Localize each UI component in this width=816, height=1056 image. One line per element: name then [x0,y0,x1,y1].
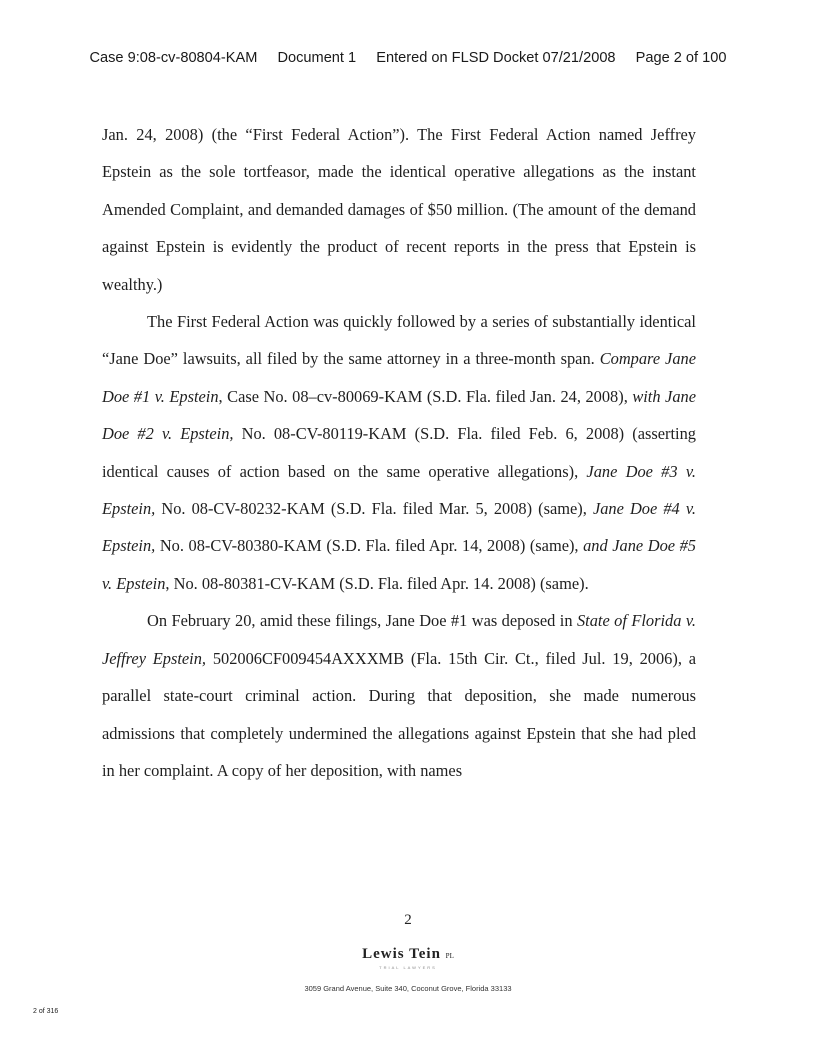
paragraph-3 [102,602,696,789]
text-run: The First Federal Action was quickly followed by a series of substantially identical “Jane Doe” lawsuits, all filed by the same attorney in a three-month span. [102,312,696,369]
case-number: Case 9:08-cv-80804-KAM [89,50,258,66]
page-of-total: Page 2 of 100 [635,50,727,66]
case-citation: and Jane Doe #5 v. Epstein [102,536,696,593]
text-run: No. 08-CV-80119-KAM (S.D. Fla. filed Feb. 6, 2008) (asserting identical causes of action based on the same operative allegations), [102,424,696,481]
text-run: No. 08-CV-80380-KAM (S.D. Fla. filed Apr. 14, 2008) (same), [155,536,584,556]
case-citation: Jane Doe #3 v. Epstein, [102,461,696,519]
filing-stamp: 2 of 316 [33,1008,59,1015]
case-citation: State of Florida v. Jeffrey Epstein, [102,611,696,668]
firm-tagline: TRIAL LAWYERS [379,965,437,970]
firm-name: Lewis Tein [362,946,441,962]
text-run: No. 08-CV-80232-KAM (S.D. Fla. filed Mar. 5, 2008) (same), [155,499,593,519]
paragraph-2 [102,303,696,602]
text-run: On February 20, amid these filings, Jane Doe #1 was deposed in [147,611,577,631]
text-run: , Case No. 08–cv-80069-KAM (S.D. Fla. filed Jan. 24, 2008), [218,386,633,406]
text-run: , No. 08-80381-CV-KAM (S.D. Fla. filed Apr. 14. 2008) (same). [165,573,589,593]
paragraph-1 [102,116,696,303]
text-run: 502006CF009454AXXXMB (Fla. 15th Cir. Ct., filed Jul. 19, 2006), a parallel state-court criminal action. During that deposition, she made numerous admissions that completely undermined the allegations against Epstein that she had pled in her complaint. A copy of her deposition, with names [102,648,696,780]
docket-entry-date: Entered on FLSD Docket 07/21/2008 [376,50,616,66]
document-body [102,116,696,789]
firm-logo [0,946,816,963]
case-citation: Compare Jane Doe #1 v. Epstein [102,349,696,406]
text-run: Jan. 24, 2008) (the “First Federal Action”). The First Federal Action named Jeffrey Epstein as the sole tortfeasor, made the identical operative allegations as the instant Amended Complaint, and demanded damages of $50 million. (The amount of the demand against Epstein is evidently the product of recent reports in the press that Epstein is wealthy.) [102,125,696,294]
firm-suffix: PL [445,952,454,960]
page-number: 2 [404,912,412,928]
case-citation: Jane Doe #4 v. Epstein, [102,499,696,556]
docket-header [0,50,816,66]
case-citation: with Jane Doe #2 v. Epstein, [102,386,696,444]
document-number: Document 1 [277,50,357,66]
firm-address: 3059 Grand Avenue, Suite 340, Coconut Grove, Florida 33133 [304,984,512,993]
